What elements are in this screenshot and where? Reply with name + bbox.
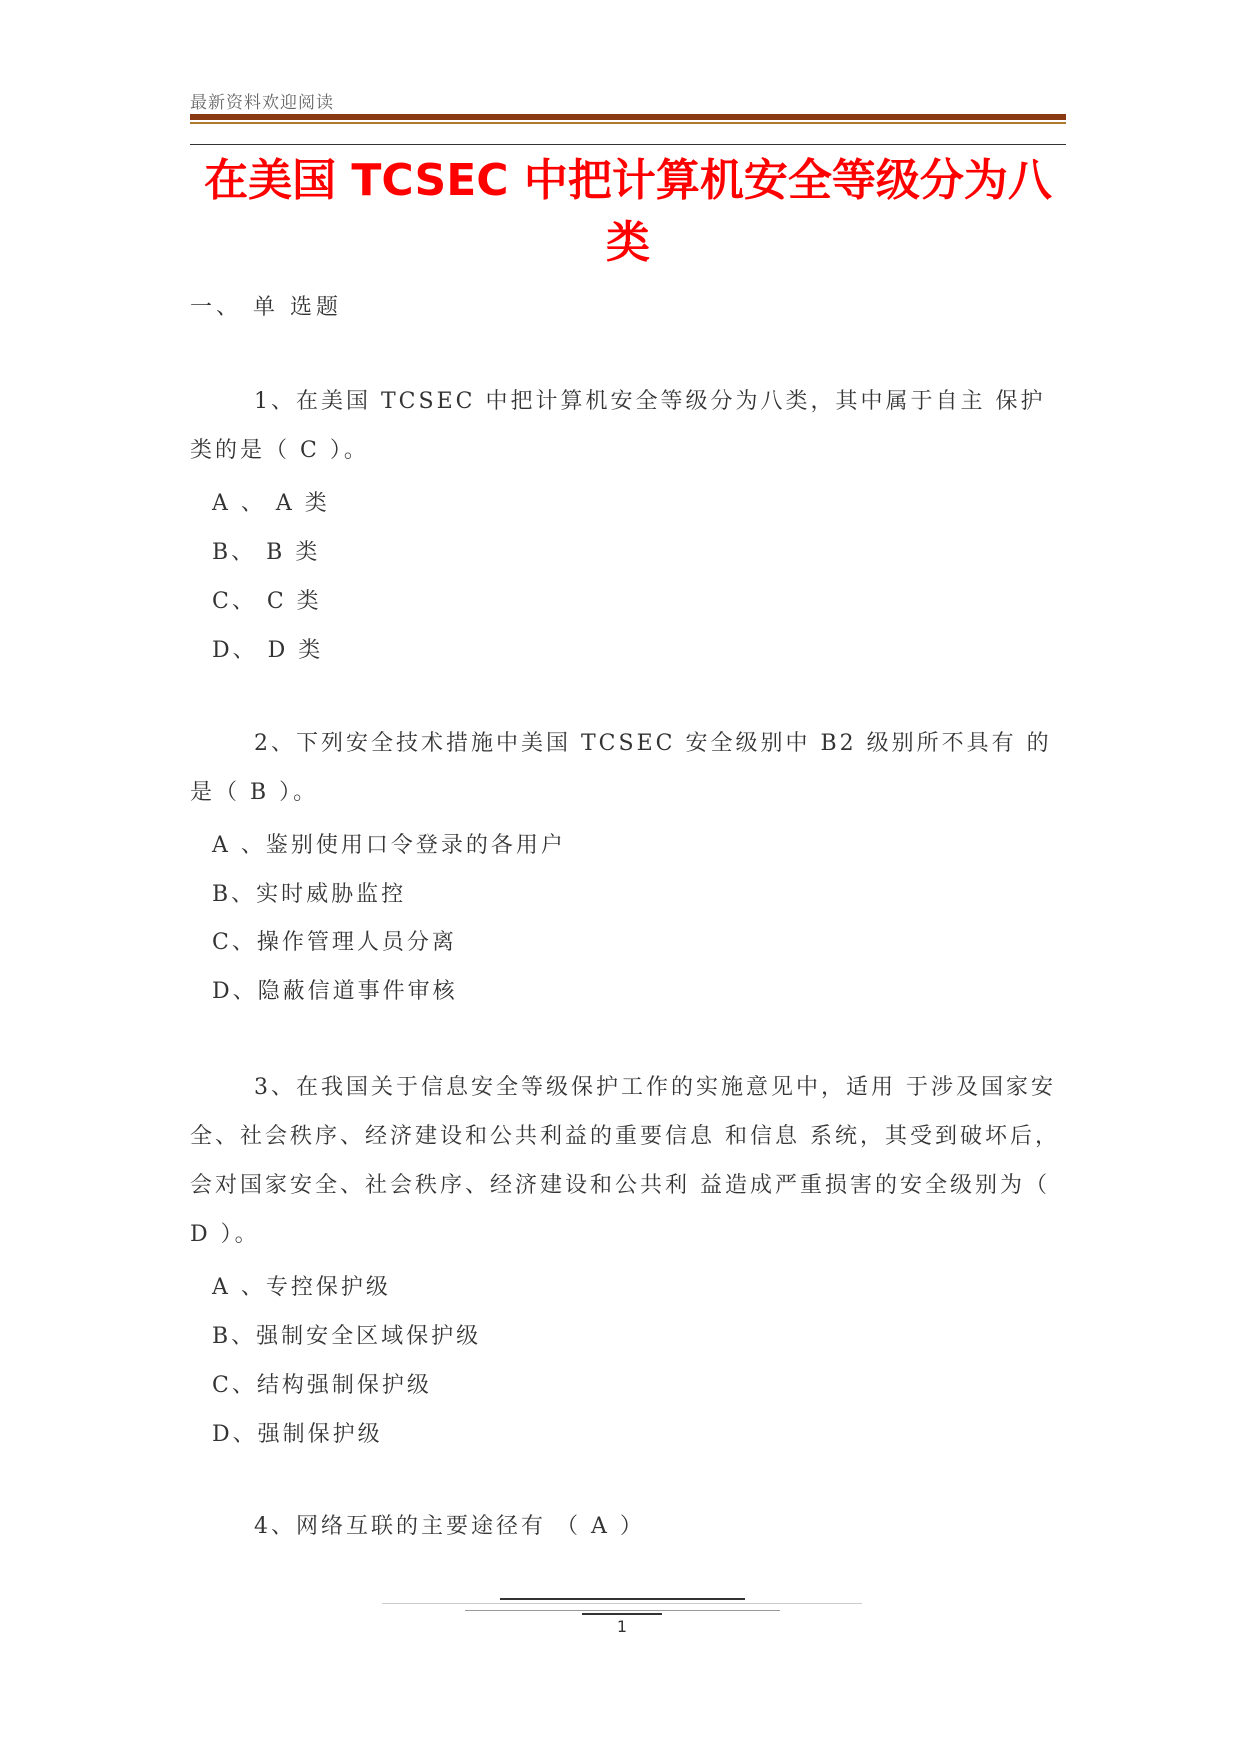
document-title: 在美国 TCSEC 中把计算机安全等级分为八类: [204, 155, 1052, 268]
question-2-option-b: B、实时威胁监控: [212, 882, 407, 907]
question-2-option-d: D、隐蔽信道事件审核: [212, 979, 458, 1004]
footer-rule-light: [382, 1603, 862, 1604]
page-number: 1: [616, 1617, 628, 1636]
question-1-option-d: D、 D 类: [212, 638, 324, 663]
question-4: 4、网络互联的主要途径有 （ A ）: [254, 1514, 645, 1539]
question-3-option-d: D、强制保护级: [212, 1422, 383, 1447]
question-3-option-c: C、结构强制保护级: [212, 1373, 432, 1398]
footer-rule-gray: [465, 1610, 780, 1611]
question-3: 3、在我国关于信息安全等级保护工作的实施意见中，适用 于涉及国家安全、社会秩序、经济建设和公共利益的重要信息 和信息 系统，其受到破坏后，会对国家安全、社会秩序、经济建设和公共利 益造成严重损害的安全级别为（ D ）。: [190, 1075, 1060, 1247]
footer-rule-short: [582, 1613, 662, 1615]
question-1: 1、在美国 TCSEC 中把计算机安全等级分为八类，其中属于自主 保护类的是（ C ）。: [190, 389, 1046, 463]
header-rule-thin: [190, 144, 1066, 145]
question-1-option-a: A 、 A 类: [212, 491, 330, 516]
question-3-option-b: B、强制安全区域保护级: [212, 1324, 482, 1349]
section-heading: 一、 单 选题: [190, 295, 342, 320]
question-2-option-a: A 、鉴别使用口令登录的各用户: [212, 833, 566, 858]
header-rule-accent: [190, 122, 1066, 124]
header-rule-thick: [190, 114, 1066, 120]
question-1-option-b: B、 B 类: [212, 540, 321, 565]
question-1-option-c: C、 C 类: [212, 589, 322, 614]
page-header-text: 最新资料欢迎阅读: [190, 93, 334, 113]
question-2-option-c: C、操作管理人员分离: [212, 930, 457, 955]
footer-rule-dark: [500, 1598, 745, 1600]
question-3-option-a: A 、专控保护级: [212, 1275, 391, 1300]
question-2: 2、下列安全技术措施中美国 TCSEC 安全级别中 B2 级别所不具有 的是（ B ）。: [190, 731, 1052, 805]
